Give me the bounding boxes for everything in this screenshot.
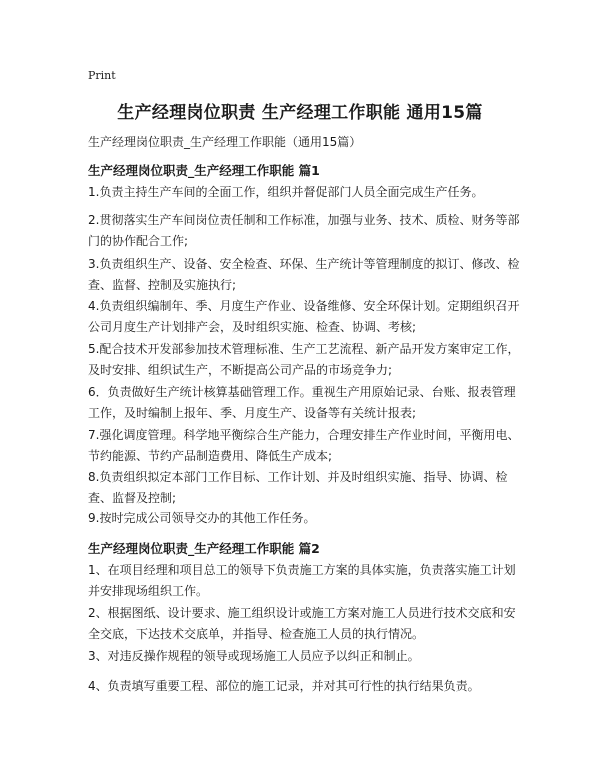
section-1-item-9: 9.按时完成公司领导交办的其他工作任务。: [88, 511, 316, 525]
page-title: 生产经理岗位职责 生产经理工作职能 通用15篇: [117, 103, 483, 123]
section-1-item-6: 6．负责做好生产统计核算基础管理工作。重视生产用原始记录、台账、报表管理工作，及时编制上报年、季、月度生产、设备等有关统计报表;: [88, 385, 516, 420]
section-2-item-2: 2、根据图纸、设计要求、施工组织设计或施工方案对施工人员进行技术交底和安全交底，下达技术交底单，并指导、检查施工人员的执行情况。: [88, 606, 516, 641]
section-1-item-8: 8.负责组织拟定本部门工作目标、工作计划、并及时组织实施、指导、协调、检查、监督及控制;: [88, 470, 508, 505]
section-2-item-4: 4、负责填写重要工程、部位的施工记录，并对其可行性的执行结果负责。: [88, 679, 480, 693]
section-1-item-4: 4.负责组织编制年、季、月度生产作业、设备维修、安全环保计划。定期组织召开公司月度生产计划排产会，及时组织实施、检查、协调、考核;: [88, 299, 520, 334]
section-1-item-5: 5.配合技术开发部参加技术管理标准、生产工艺流程、新产品开发方案审定工作，及时安排、组织试生产，不断提高公司产品的市场竞争力;: [88, 342, 520, 377]
section-1-item-3: 3.负责组织生产、设备、安全检查、环保、生产统计等管理制度的拟订、修改、检查、监督、控制及实施执行;: [88, 257, 520, 292]
section-2-item-3: 3、对违反操作规程的领导或现场施工人员应予以纠正和制止。: [88, 649, 420, 663]
section-1-item-7: 7.强化调度管理。科学地平衡综合生产能力，合理安排生产作业时间，平衡用电、节约能源、节约产品制造费用、降低生产成本;: [88, 428, 520, 463]
print-label: Print: [88, 69, 116, 82]
section-heading-1: 生产经理岗位职责_生产经理工作职能 篇1: [88, 163, 320, 178]
document-subtitle: 生产经理岗位职责_生产经理工作职能（通用15篇）: [88, 135, 362, 149]
section-2-item-1: 1、在项目经理和项目总工的领导下负责施工方案的具体实施，负责落实施工计划并安排现场组织工作。: [88, 563, 516, 598]
section-heading-2: 生产经理岗位职责_生产经理工作职能 篇2: [88, 541, 320, 556]
section-1-item-1: 1.负责主持生产车间的全面工作，组织并督促部门人员全面完成生产任务。: [88, 185, 484, 199]
section-1-item-2: 2.贯彻落实生产车间岗位责任制和工作标准，加强与业务、技术、质检、财务等部门的协作配合工作;: [88, 213, 520, 248]
